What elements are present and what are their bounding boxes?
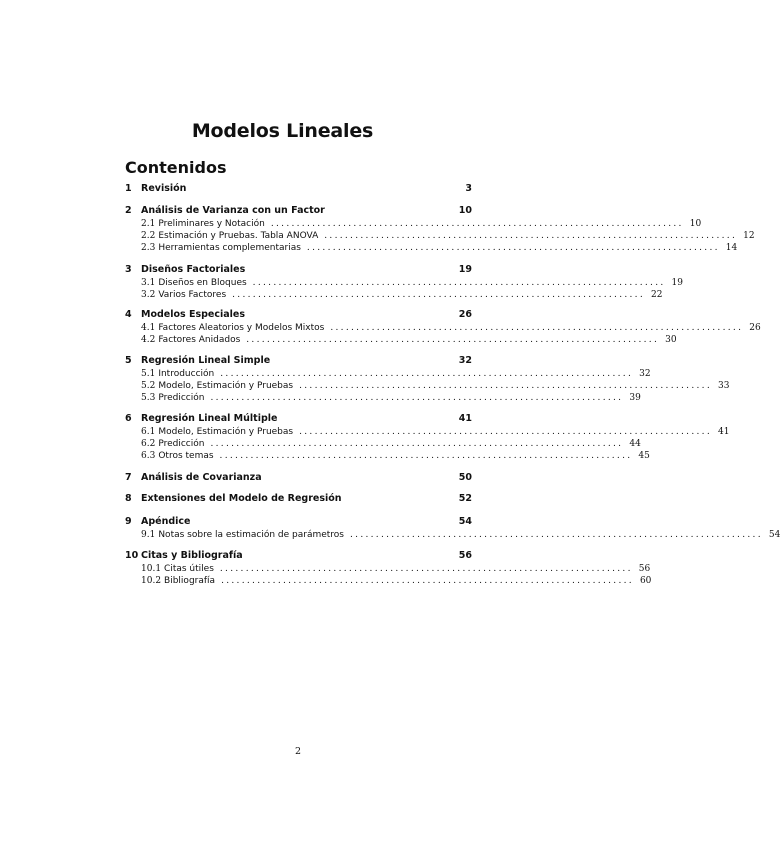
toc-subsection-page: 44 [629,438,641,449]
toc-section-page: 52 [458,493,472,504]
toc-dot-leader: ................................................................................ [220,368,634,379]
toc-subsection-number: 9.1 [141,529,156,540]
toc-subsection-row[interactable] [125,563,651,576]
toc-subsection-row[interactable] [125,426,730,439]
toc-dot-leader: ................................................................................ [306,242,720,253]
toc-subsection-title: Modelo, Estimación y Pruebas [158,426,294,437]
toc-dot-leader: ................................................................................ [350,529,763,540]
toc-subsection-row[interactable] [125,242,738,255]
toc-subsection-page: 14 [725,242,738,253]
toc-subsection-number: 3.1 [141,277,156,288]
toc-subsection-number: 6.3 [141,450,156,461]
toc-section-row[interactable] [125,413,472,425]
toc-section-row[interactable] [125,550,472,562]
toc-subsection-number: 4.1 [141,322,156,333]
toc-dot-leader: ................................................................................ [221,575,634,586]
toc-subsection-page: 56 [638,563,651,574]
toc-subsection-page: 10 [689,218,702,229]
toc-section-number: 5 [125,355,132,366]
toc-subsection-title: Bibliografía [164,575,216,586]
toc-dot-leader: ................................................................................ [299,380,712,391]
toc-subsection-number: 4.2 [141,334,156,345]
toc-subsection-page: 33 [717,380,730,391]
toc-section-row[interactable] [125,183,472,195]
toc-subsection-number: 10.2 [141,575,162,586]
toc-section-page: 10 [458,205,472,216]
toc-dot-leader: ................................................................................ [246,334,660,345]
toc-subsection-title: Preliminares y Notación [158,218,265,229]
toc-subsection-number: 5.3 [141,392,156,403]
toc-dot-leader: ................................................................................ [299,426,712,437]
toc-subsection-page: 54 [768,529,780,540]
toc-section-title: Diseños Factoriales [141,264,246,275]
toc-subsection-title: Citas útiles [164,563,214,574]
toc-section-number: 4 [125,309,132,320]
toc-subsection-number: 5.1 [141,368,156,379]
toc-subsection-number: 10.1 [141,563,162,574]
toc-subsection-page: 41 [717,426,730,437]
toc-subsection-title: Predicción [158,392,205,403]
toc-section-title: Modelos Especiales [141,309,246,320]
toc-subsection-page: 39 [629,392,641,403]
toc-section-title: Citas y Bibliografía [141,550,243,561]
toc-section-page: 3 [465,183,472,194]
toc-section-title: Extensiones del Modelo de Regresión [141,493,342,504]
toc-subsection-row[interactable] [125,438,641,451]
toc-subsection-title: Otros temas [158,450,214,461]
toc-dot-leader: ................................................................................ [270,218,684,229]
toc-dot-leader: ................................................................................ [330,322,744,333]
toc-subsection-row[interactable] [125,289,663,302]
toc-subsection-title: Herramientas complementarias [158,242,301,253]
toc-section-page: 41 [458,413,472,424]
toc-section-number: 1 [125,183,132,194]
toc-section-page: 56 [458,550,472,561]
toc-dot-leader: ................................................................................ [210,438,624,449]
toc-section-title: Análisis de Covarianza [141,472,262,483]
toc-subsection-title: Notas sobre la estimación de parámetros [158,529,344,540]
toc-subsection-row[interactable] [125,277,683,290]
toc-section-row[interactable] [125,472,472,484]
toc-section-row[interactable] [125,355,472,367]
toc-subsection-number: 2.2 [141,230,156,241]
toc-dot-leader: ................................................................................ [252,277,666,288]
toc-dot-leader: ................................................................................ [219,563,633,574]
toc-subsection-row[interactable] [125,380,730,393]
toc-subsection-row[interactable] [125,392,641,405]
toc-section-number: 8 [125,493,132,504]
toc-subsection-number: 6.2 [141,438,156,449]
toc-subsection-page: 45 [638,450,650,461]
toc-dot-leader: ................................................................................ [232,289,646,300]
toc-section-title: Apéndice [141,516,191,527]
toc-section-page: 54 [458,516,472,527]
toc-subsection-title: Factores Anidados [158,334,241,345]
toc-subsection-number: 5.2 [141,380,156,391]
toc-subsection-title: Varios Factores [158,289,227,300]
toc-subsection-page: 12 [743,230,755,241]
toc-section-page: 32 [458,355,472,366]
toc-heading: Contenidos [125,158,227,177]
toc-subsection-row[interactable] [125,450,650,463]
toc-subsection-title: Diseños en Bloques [158,277,247,288]
toc-section-number: 7 [125,472,132,483]
toc-section-row[interactable] [125,493,472,505]
page-number: 2 [294,746,302,757]
toc-section-number: 3 [125,264,132,275]
toc-subsection-row[interactable] [125,334,677,347]
toc-section-row[interactable] [125,205,472,217]
toc-subsection-row[interactable] [125,368,651,381]
toc-subsection-page: 26 [749,322,761,333]
toc-subsection-row[interactable] [125,322,761,335]
toc-section-number: 2 [125,205,132,216]
toc-subsection-title: Factores Aleatorios y Modelos Mixtos [158,322,325,333]
toc-subsection-title: Estimación y Pruebas. Tabla ANOVA [158,230,319,241]
toc-subsection-row[interactable] [125,529,780,542]
toc-subsection-row[interactable] [125,575,652,588]
toc-subsection-title: Predicción [158,438,205,449]
toc-dot-leader: ................................................................................ [324,230,738,241]
toc-subsection-page: 60 [639,575,652,586]
toc-subsection-number: 6.1 [141,426,156,437]
toc-section-title: Regresión Lineal Múltiple [141,413,278,424]
toc-section-number: 10 [125,550,139,561]
toc-subsection-number: 2.3 [141,242,156,253]
toc-section-number: 9 [125,516,132,527]
toc-subsection-row[interactable] [125,218,702,231]
toc-section-title: Análisis de Varianza con un Factor [141,205,325,216]
toc-section-number: 6 [125,413,132,424]
toc-subsection-number: 2.1 [141,218,156,229]
toc-subsection-title: Modelo, Estimación y Pruebas [158,380,294,391]
toc-section-title: Revisión [141,183,187,194]
toc-section-row[interactable] [125,309,472,321]
toc-section-page: 19 [458,264,472,275]
page-title: Modelos Lineales [191,120,374,142]
toc-dot-leader: ................................................................................ [219,450,633,461]
toc-section-title: Regresión Lineal Simple [141,355,271,366]
toc-section-row[interactable] [125,264,472,276]
toc-subsection-title: Introducción [158,368,215,379]
toc-section-page: 26 [458,309,472,320]
toc-subsection-row[interactable] [125,230,755,243]
toc-subsection-page: 30 [665,334,677,345]
toc-subsection-page: 19 [671,277,683,288]
toc-section-page: 50 [458,472,472,483]
toc-subsection-page: 32 [639,368,651,379]
toc-section-row[interactable] [125,516,472,528]
toc-subsection-number: 3.2 [141,289,156,300]
toc-dot-leader: ................................................................................ [210,392,624,403]
toc-subsection-page: 22 [651,289,663,300]
